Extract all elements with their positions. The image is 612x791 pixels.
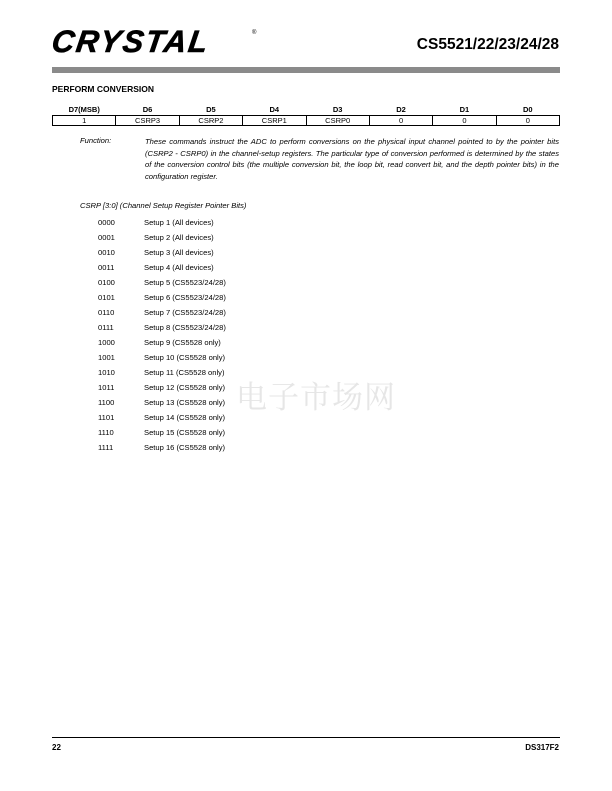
function-label: Function: xyxy=(80,136,112,145)
part-number: CS5521/22/23/24/28 xyxy=(416,36,559,53)
setup-code: 1001 xyxy=(98,353,115,362)
list-item xyxy=(98,247,226,262)
bit-header: D5 xyxy=(206,104,216,114)
header-rule xyxy=(52,67,560,73)
setup-description: Setup 5 (CS5523/24/28) xyxy=(144,278,226,287)
setup-description: Setup 16 (CS5528 only) xyxy=(144,443,226,452)
setup-code: 1111 xyxy=(98,443,114,452)
setup-list xyxy=(98,217,226,457)
footer-rule xyxy=(52,737,560,738)
setup-description: Setup 15 (CS5528 only) xyxy=(144,428,226,437)
setup-code: 0101 xyxy=(98,293,115,302)
list-item xyxy=(98,427,226,442)
setup-description: Setup 12 (CS5528 only) xyxy=(144,383,226,392)
setup-code: 0111 xyxy=(98,323,114,332)
list-item xyxy=(98,322,226,337)
bit-value: CSRP1 xyxy=(243,116,306,126)
setup-code: 1000 xyxy=(98,338,115,347)
list-item xyxy=(98,442,226,457)
list-item xyxy=(98,262,226,277)
setup-description: Setup 4 (All devices) xyxy=(144,263,214,272)
bit-value: CSRP2 xyxy=(179,116,242,126)
bit-header: D6 xyxy=(142,104,153,114)
list-item xyxy=(98,412,226,427)
list-item xyxy=(98,307,226,322)
list-item xyxy=(98,292,226,307)
bit-value: 0 xyxy=(369,116,432,126)
bit-header: D0 xyxy=(523,104,533,114)
setup-code: 1011 xyxy=(98,383,115,392)
crystal-logo xyxy=(49,24,257,59)
setup-description: Setup 11 (CS5528 only) xyxy=(144,368,225,377)
setup-description: Setup 2 (All devices) xyxy=(144,233,214,242)
csrp-title: CSRP [3:0] (Channel Setup Register Pointer Bits) xyxy=(80,201,247,210)
register-table xyxy=(52,104,560,126)
watermark: 电子市场网 xyxy=(236,380,396,416)
bit-value: 0 xyxy=(496,116,559,126)
setup-code: 0010 xyxy=(98,248,115,257)
bit-header: D3 xyxy=(332,104,343,114)
list-item xyxy=(98,397,226,412)
document-number: DS317F2 xyxy=(525,743,559,752)
section-title: PERFORM CONVERSION xyxy=(52,84,155,94)
function-description: These commands instruct the ADC to perform conversions on the physical input channel pointed to by the pointer bits (CSRP2 - CSRP0) in the channel-setup registers. The particular type of conversion performed is determined by the states of the conversion control bits (the multiple conversion bit, the loop bit, read convert bit, and the depth pointer bits) in the configuration register. xyxy=(145,137,559,181)
list-item xyxy=(98,382,226,397)
setup-description: Setup 10 (CS5528 only) xyxy=(144,353,226,362)
bit-value: CSRP0 xyxy=(306,116,369,126)
bit-header: D4 xyxy=(269,104,280,114)
list-item xyxy=(98,337,226,352)
setup-description: Setup 14 (CS5528 only) xyxy=(144,413,226,422)
setup-code: 1110 xyxy=(98,428,114,437)
logo-text: CRYSTAL xyxy=(49,24,213,59)
setup-description: Setup 9 (CS5528 only) xyxy=(144,338,221,347)
setup-code: 0011 xyxy=(98,263,115,272)
setup-code: 1101 xyxy=(98,413,115,422)
bit-value: 0 xyxy=(433,116,496,126)
list-item xyxy=(98,352,226,367)
list-item xyxy=(98,232,226,247)
setup-code: 0110 xyxy=(98,308,115,317)
setup-code: 0000 xyxy=(98,218,115,227)
bit-value: 1 xyxy=(53,116,116,126)
register-value-row xyxy=(53,116,560,126)
setup-description: Setup 1 (All devices) xyxy=(144,218,214,227)
bit-header: D2 xyxy=(396,104,406,114)
page-number: 22 xyxy=(52,743,61,752)
register-header-row xyxy=(53,104,560,116)
setup-description: Setup 8 (CS5523/24/28) xyxy=(144,323,226,332)
bit-header: D7(MSB) xyxy=(68,104,100,114)
setup-description: Setup 6 (CS5523/24/28) xyxy=(144,293,226,302)
registered-mark: ® xyxy=(252,30,257,36)
setup-code: 0100 xyxy=(98,278,115,287)
bit-value: CSRP3 xyxy=(116,116,179,126)
setup-code: 0001 xyxy=(98,233,115,242)
list-item xyxy=(98,217,226,232)
setup-description: Setup 7 (CS5523/24/28) xyxy=(144,308,226,317)
list-item xyxy=(98,367,226,382)
bit-header: D1 xyxy=(459,104,470,114)
setup-description: Setup 13 (CS5528 only) xyxy=(144,398,226,407)
list-item xyxy=(98,277,226,292)
setup-description: Setup 3 (All devices) xyxy=(144,248,214,257)
setup-code: 1100 xyxy=(98,398,115,407)
setup-code: 1010 xyxy=(98,368,115,377)
